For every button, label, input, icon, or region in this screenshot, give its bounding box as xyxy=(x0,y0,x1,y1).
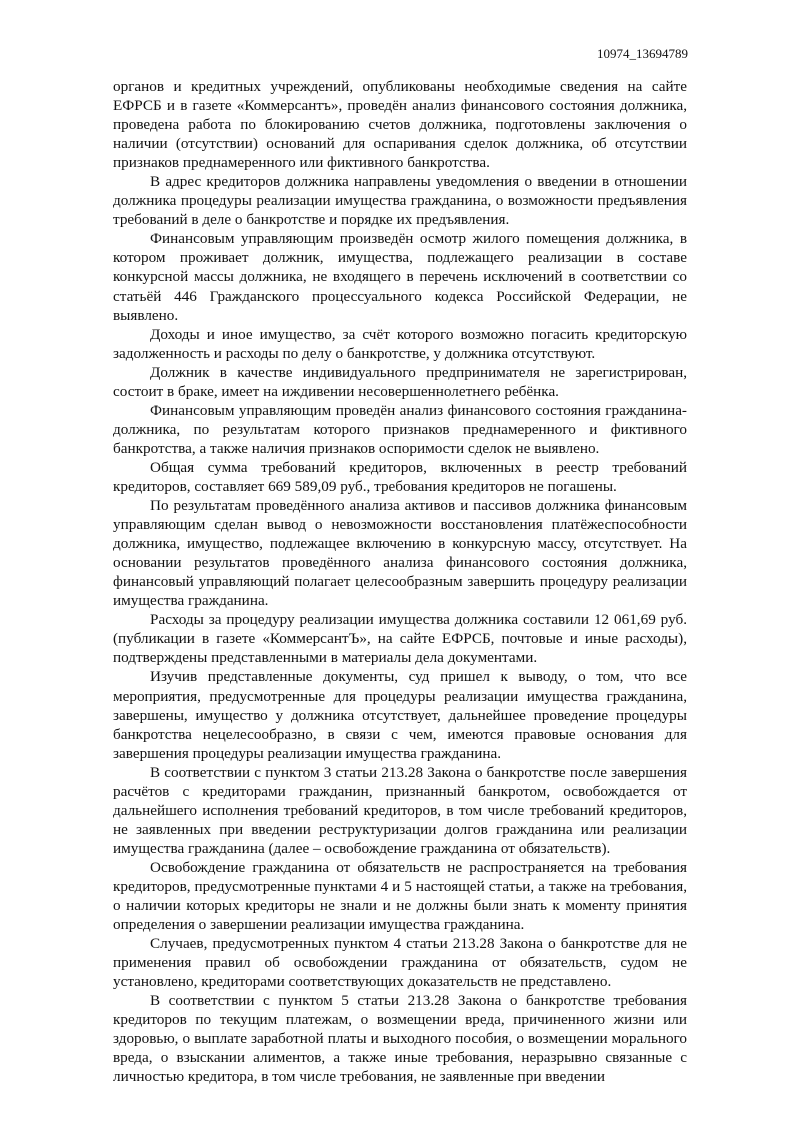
paragraph: Финансовым управляющим проведён анализ финансового состояния гражданина-должника, по результатам которого признаков преднамеренного и фиктивного банкротства, а также наличия признаков оспоримости сделок не выявлено. xyxy=(113,401,687,457)
document-body xyxy=(113,77,687,1086)
document-id: 10974_13694789 xyxy=(597,46,688,61)
paragraph: В соответствии с пунктом 3 статьи 213.28 Закона о банкротстве после завершения расчётов с кредиторами гражданин, признанный банкротом, освобождается от дальнейшего исполнения требований кредиторов, в том числе требований кредиторов, не заявленных при введении реструктуризации долгов гражданина или реализации имущества гражданина (далее – освобождение гражданина от обязательств). xyxy=(113,763,687,857)
paragraph: органов и кредитных учреждений, опубликованы необходимые сведения на сайте ЕФРСБ и в газете «Коммерсантъ», проведён анализ финансового состояния должника, проведена работа по блокированию счетов должника, подготовлены заключения о наличии (отсутствии) оснований для оспаривания сделок должника, об отсутствии признаков преднамеренного или фиктивного банкротства. xyxy=(113,78,687,172)
paragraph: Доходы и иное имущество, за счёт которого возможно погасить кредиторскую задолженность и расходы по делу о банкротстве, у должника отсутствуют. xyxy=(113,325,687,362)
paragraph: Расходы за процедуру реализации имущества должника составили 12 061,69 руб. (публикации в газете «КоммерсантЪ», на сайте ЕФРСБ, почтовые и иные расходы), подтверждены представленными в материалы дела документами. xyxy=(113,611,687,667)
paragraph: По результатам проведённого анализа активов и пассивов должника финансовым управляющим сделан вывод о невозможности восстановления платёжеспособности должника, имущество, подлежащее включению в конкурсную массу, отсутствует. На основании результатов проведённого анализа финансового состояния должника, финансовый управляющий полагает целесообразным завершить процедуру реализации имущества гражданина. xyxy=(113,497,687,610)
paragraph: Изучив представленные документы, суд пришел к выводу, о том, что все мероприятия, предусмотренные для процедуры реализации имущества гражданина, завершены, имущество у должника отсутствует, дальнейшее проведение процедуры банкротства нецелесообразно, в связи с чем, имеются правовые основания для завершения процедуры реализации имущества гражданина. xyxy=(113,668,687,762)
paragraph: Освобождение гражданина от обязательств не распространяется на требования кредиторов, предусмотренные пунктами 4 и 5 настоящей статьи, а также на требования, о наличии которых кредиторы не знали и не должны были знать к моменту принятия определения о завершении реализации имущества гражданина. xyxy=(113,858,687,934)
paragraph: Случаев, предусмотренных пунктом 4 статьи 213.28 Закона о банкротстве для не применения правил об освобождении гражданина от обязательств, судом не установлено, кредиторами соответствующих доказательств не представлено. xyxy=(113,935,687,991)
paragraph: Общая сумма требований кредиторов, включенных в реестр требований кредиторов, составляет 669 589,09 руб., требования кредиторов не погашены. xyxy=(113,458,687,495)
paragraph: В адрес кредиторов должника направлены уведомления о введении в отношении должника процедуры реализации имущества гражданина, о возможности предъявления требований в деле о банкротстве и порядке их предъявления. xyxy=(113,173,687,229)
paragraph: Финансовым управляющим произведён осмотр жилого помещения должника, в котором проживает должник, имущества, подлежащего реализации в составе конкурсной массы должника, не входящего в перечень исключений в соответствии со статьёй 446 Гражданского процессуального кодекса Российской Федерации, не выявлено. xyxy=(113,230,687,324)
paragraph: В соответствии с пунктом 5 статьи 213.28 Закона о банкротстве требования кредиторов по текущим платежам, о возмещении вреда, причиненного жизни или здоровью, о выплате заработной платы и выходного пособия, о возмещении морального вреда, о взыскании алиментов, а также иные требования, неразрывно связанные с личностью кредитора, в том числе требования, не заявленные при введении xyxy=(113,992,687,1086)
paragraph: Должник в качестве индивидуального предпринимателя не зарегистрирован, состоит в браке, имеет на иждивении несовершеннолетнего ребёнка. xyxy=(113,363,687,400)
